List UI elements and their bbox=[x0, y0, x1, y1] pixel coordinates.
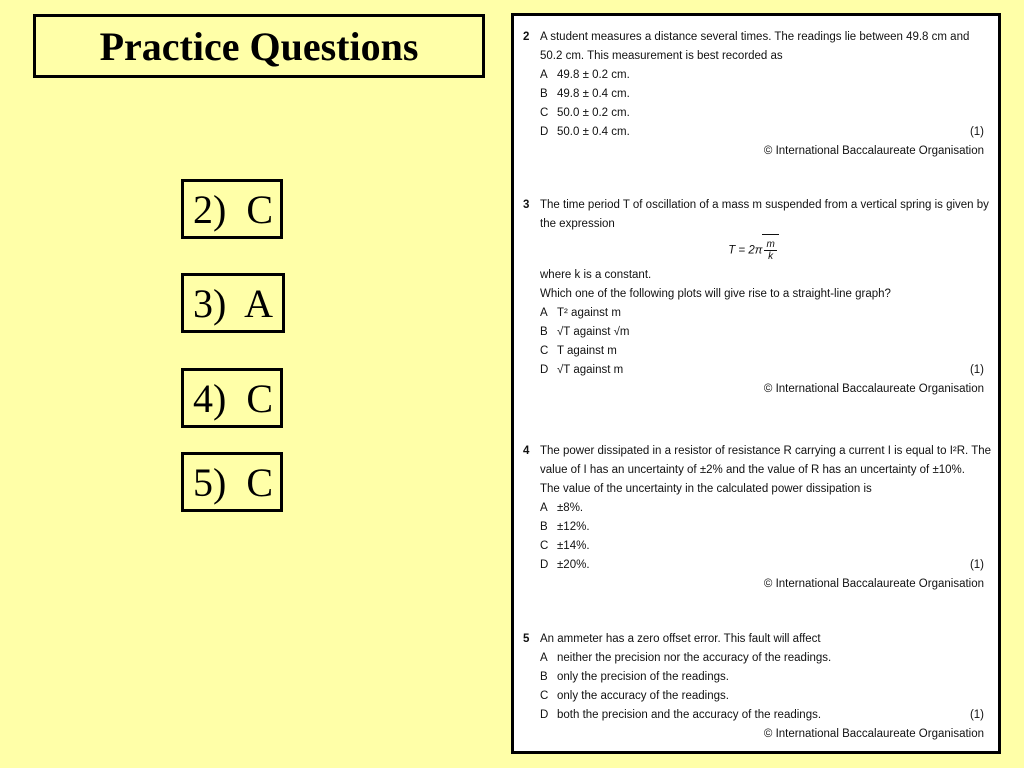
option-d: D ±20%. bbox=[540, 559, 590, 571]
mark: (1) bbox=[969, 126, 984, 138]
copyright: © International Baccalaureate Organisation bbox=[763, 578, 984, 590]
answer-3: 3) A bbox=[181, 273, 285, 333]
question-4 bbox=[523, 442, 992, 594]
question-text: A student measures a distance several times. The readings lie between 49.8 cm and bbox=[540, 31, 970, 43]
option-c: C T against m bbox=[540, 345, 617, 357]
option-a: A neither the precision nor the accuracy of the readings. bbox=[540, 652, 832, 664]
copyright: © International Baccalaureate Organisation bbox=[763, 728, 984, 740]
question-text: The value of the uncertainty in the calculated power dissipation is bbox=[540, 483, 872, 495]
option-c: C 50.0 ± 0.2 cm. bbox=[540, 107, 630, 119]
title-box bbox=[33, 14, 485, 78]
option-b: B ±12%. bbox=[540, 521, 590, 533]
answer-4: 4) C bbox=[181, 368, 283, 428]
answer-2: 2) C bbox=[181, 179, 283, 239]
answer-5: 5) C bbox=[181, 452, 283, 512]
mark: (1) bbox=[969, 364, 984, 376]
option-b: B 49.8 ± 0.4 cm. bbox=[540, 88, 630, 100]
copyright: © International Baccalaureate Organisation bbox=[763, 145, 984, 157]
option-c: C only the accuracy of the readings. bbox=[540, 690, 729, 702]
question-number: 5 bbox=[523, 633, 530, 645]
copyright: © International Baccalaureate Organisation bbox=[763, 383, 984, 395]
option-a: A 49.8 ± 0.2 cm. bbox=[540, 69, 630, 81]
mark: (1) bbox=[969, 559, 984, 571]
question-text: An ammeter has a zero offset error. This fault will affect bbox=[540, 633, 821, 645]
option-b: B √T against √m bbox=[540, 326, 630, 338]
option-d: D √T against m bbox=[540, 364, 624, 376]
option-a: A T² against m bbox=[540, 307, 621, 319]
question-3 bbox=[523, 196, 989, 399]
option-d: D 50.0 ± 0.4 cm. bbox=[540, 126, 630, 138]
question-number: 2 bbox=[523, 31, 530, 43]
formula: T = 2π $\frac{m}{k}$ bbox=[523, 234, 984, 266]
question-2 bbox=[523, 28, 984, 161]
question-text: the expression bbox=[540, 218, 615, 230]
question-5 bbox=[523, 630, 984, 744]
question-text: The time period T of oscillation of a mass m suspended from a vertical spring is given by bbox=[540, 199, 989, 211]
question-text: The power dissipated in a resistor of resistance R carrying a current I is equal to I²R. The bbox=[540, 445, 992, 457]
question-text: 50.2 cm. This measurement is best recorded as bbox=[540, 50, 783, 62]
question-text: where k is a constant. bbox=[540, 269, 652, 281]
page-title: Practice Questions bbox=[99, 23, 419, 69]
option-b: B only the precision of the readings. bbox=[540, 671, 729, 683]
question-text: value of I has an uncertainty of ±2% and the value of R has an uncertainty of ±10%. bbox=[540, 464, 965, 476]
mark: (1) bbox=[969, 709, 984, 721]
question-prompt: Which one of the following plots will give rise to a straight-line graph? bbox=[540, 288, 891, 300]
sqrt-symbol: $\frac{m}{k}$ bbox=[762, 234, 778, 267]
question-number: 4 bbox=[523, 445, 530, 457]
question-number: 3 bbox=[523, 199, 530, 211]
question-sheet bbox=[511, 13, 1001, 754]
option-d: D both the precision and the accuracy of the readings. bbox=[540, 709, 822, 721]
option-a: A ±8%. bbox=[540, 502, 584, 514]
option-c: C ±14%. bbox=[540, 540, 590, 552]
